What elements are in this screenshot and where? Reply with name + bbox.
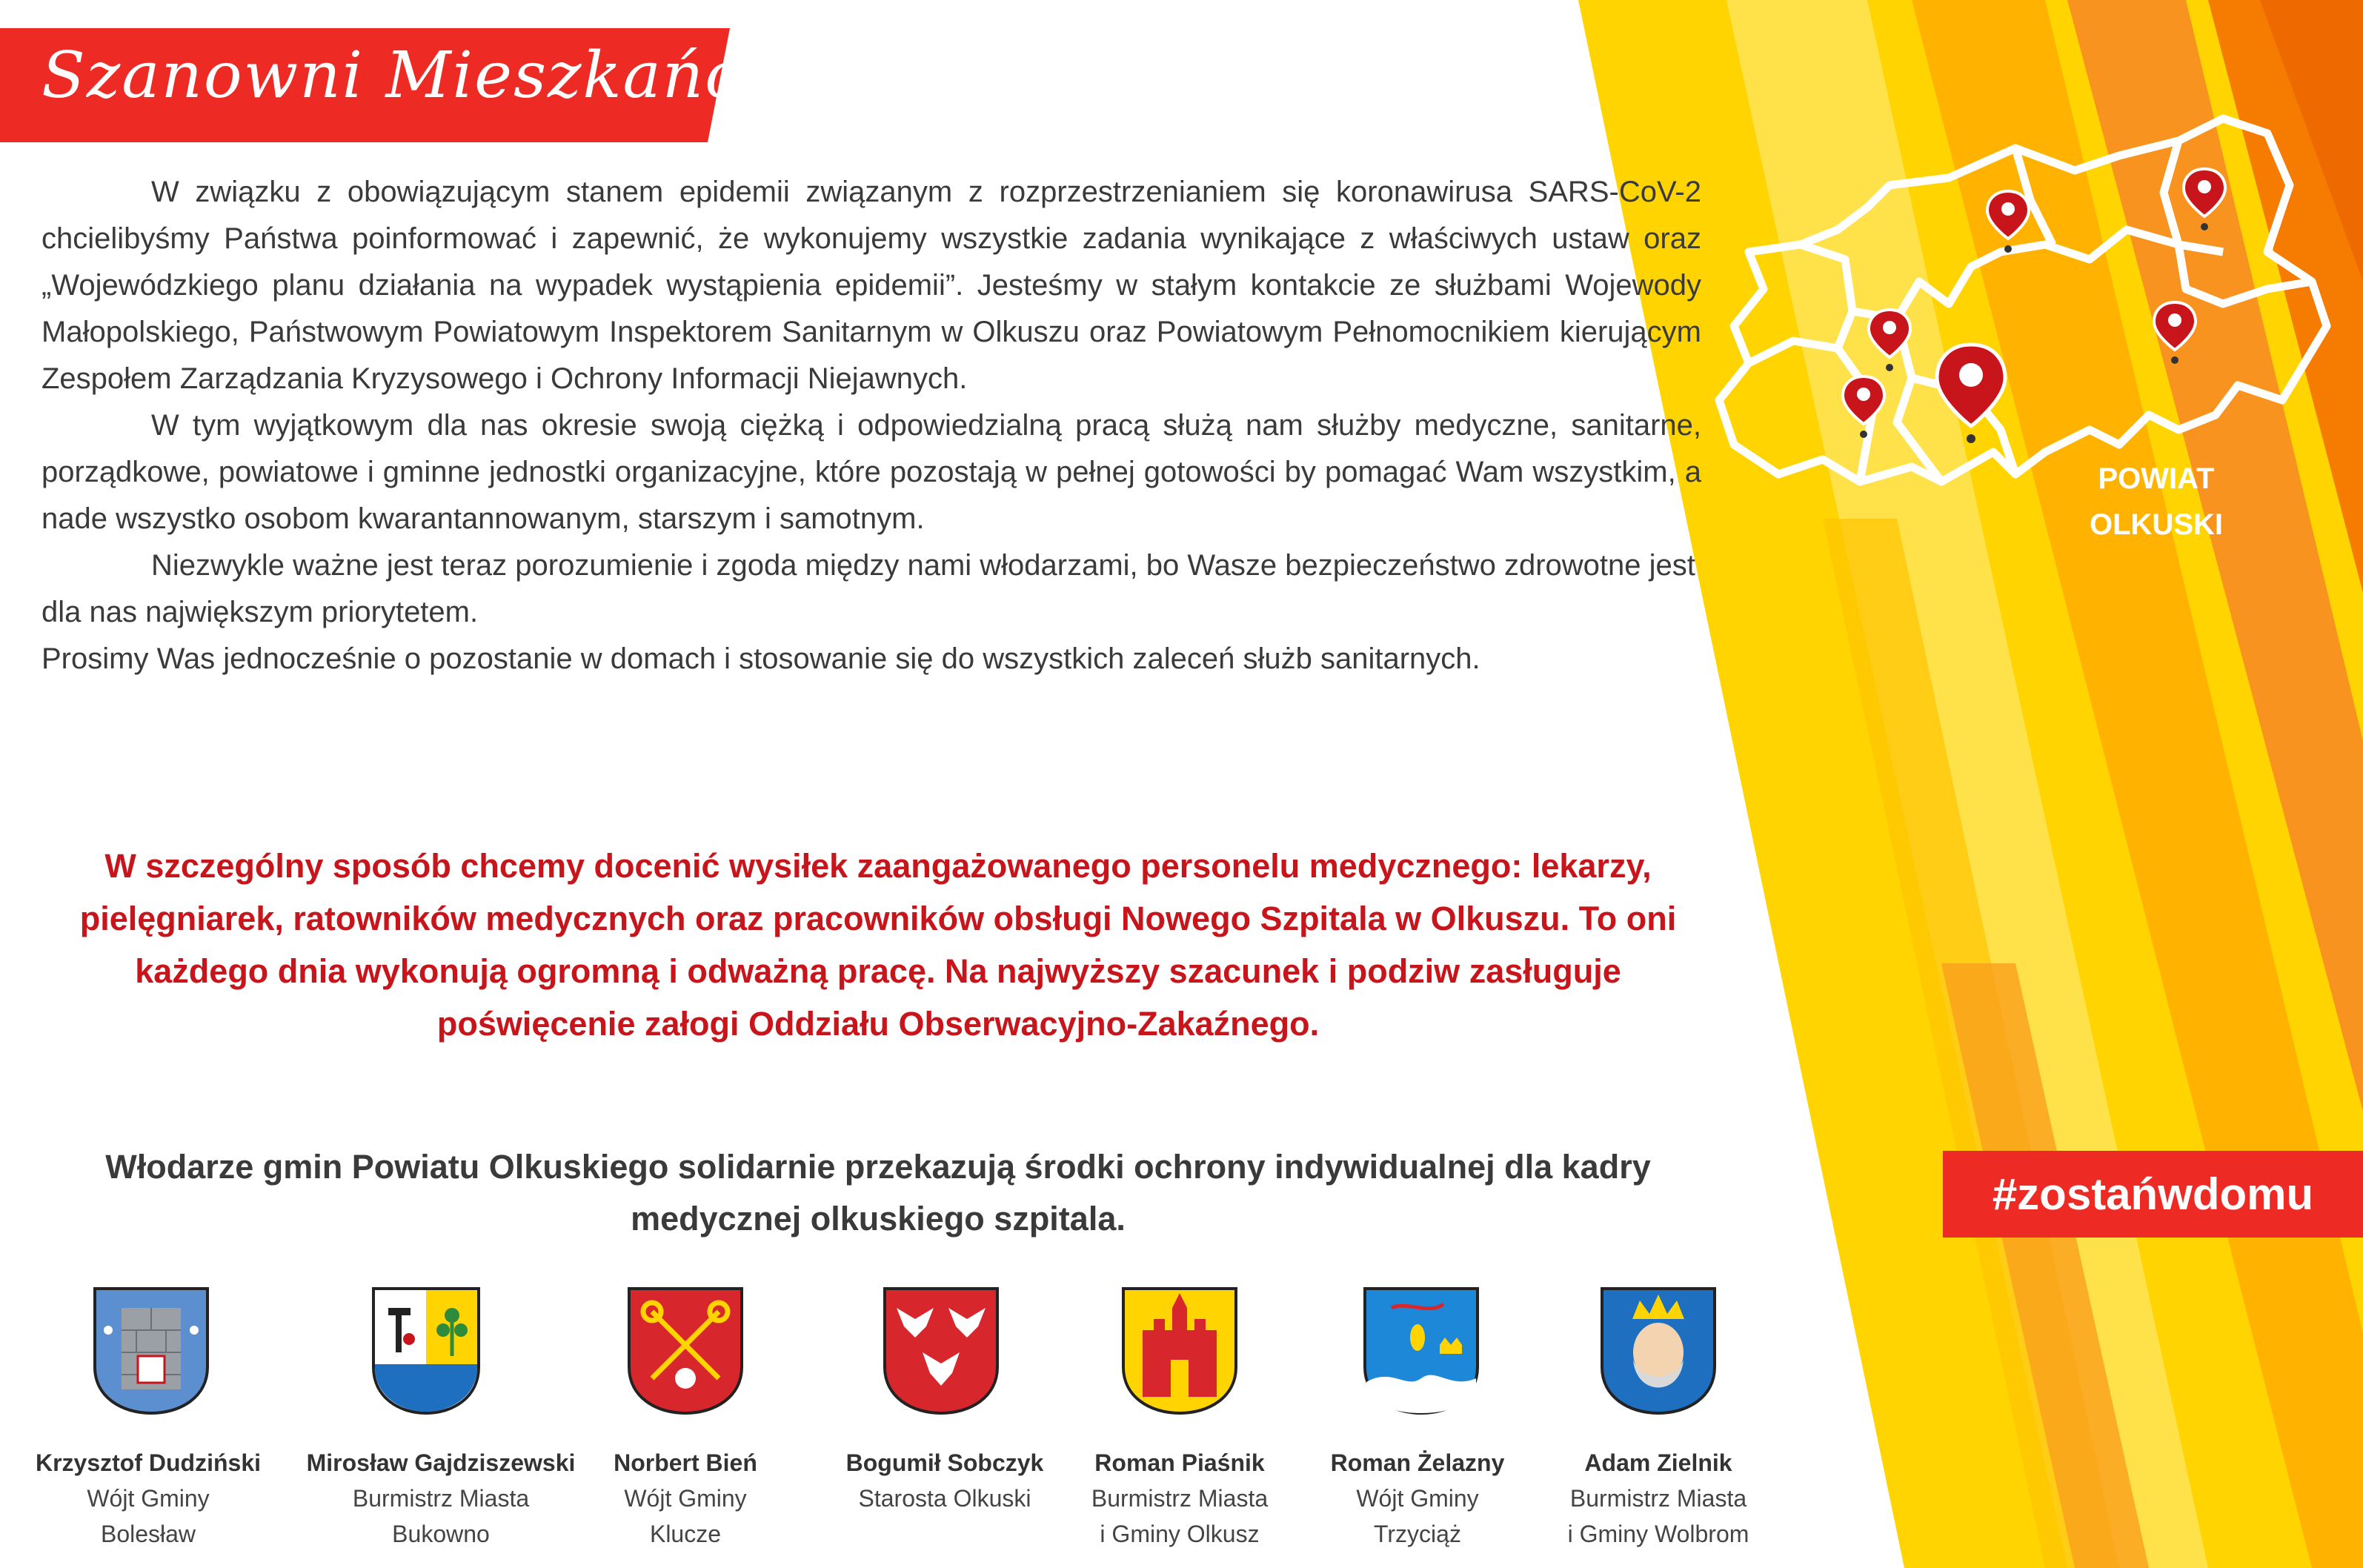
letter-body [41,169,1701,682]
paragraph-4: Prosimy Was jednocześnie o pozostanie w domach i stosowanie się do wszystkich zaleceń służb sanitarnych. [41,642,1480,675]
hashtag-badge: #zostańwdomu [1943,1151,2363,1238]
official-name: Krzysztof Dudziński [35,1449,262,1476]
official-name: Mirosław Gajdziszewski [306,1449,576,1476]
official-3 [552,1445,819,1552]
paragraph-1: W związku z obowiązującym stanem epidemii związanym z rozprzestrzenianiem się koronawirusa SARS-CoV-2 chcielibyśmy Państwa poinformować i zapewnić, że wykonujemy wszystkie zadania wynikające z właściwych ustaw oraz „Wojewódzkiego planu działania na wypadek wystąpienia epidemii”. Jesteśmy w stałym kontakcie ze służbami Wojewody Małopolskiego, Państwowym Powiatowym Inspektorem Sanitarnym w Olkuszu oraz Powiatowym Pełnomocnikiem kierującym Zespołem Zarządzania Kryzysowego i Ochrony Informacji Niejawnych. [41,176,1701,395]
paragraph-2: W tym wyjątkowym dla nas okresie swoją ciężką i odpowiedzialną pracą służą nam służby medyczne, sanitarne, porządkowe, powiatowe i gminne jednostki organizacyjne, które pozostają w pełnej gotowości by pomagać Wam wszystkim, a nade wszystko osobom kwarantannowanym, starszym i samotnym. [41,409,1701,535]
official-role: Wójt Gminy [1356,1485,1479,1512]
paragraph-3: Niezwykle ważne jest teraz porozumienie i zgoda między nami włodarzami, bo Wasze bezpieczeństwo zdrowotne jest dla nas największym priorytetem. [41,549,1695,628]
official-7 [1525,1445,1792,1552]
official-role: Starosta Olkuski [858,1485,1031,1512]
highlight-red: W szczególny sposób chcemy docenić wysiłek zaangażowanego personelu medycznego: lekarzy, pielęgniarek, ratowników medycznych oraz pracowników obsługi Nowego Szpitala w Olkuszu. To oni każdego dnia wykonują ogromną i odważną pracę. Na najwyższy szacunek i podziw zasługuje poświęcenie załogi Oddziału Obserwacyjno-Zakaźnego. [79,847,1677,1043]
official-name: Adam Zielnik [1584,1449,1732,1476]
crest-olkusz-icon [1120,1286,1239,1416]
crest-bukowno-icon [370,1286,482,1416]
crest-boleslaw-icon [92,1286,210,1416]
map-pin-icon [1843,376,1884,438]
page-title: Szanowni Mieszkańcy! [41,39,807,113]
map-pin-icon [2184,169,2225,230]
map-pin-icon [1987,191,2029,253]
official-6 [1284,1445,1551,1552]
official-role: Burmistrz Miasta [1091,1485,1269,1512]
official-4 [811,1445,1078,1516]
map-pin-icon [2154,302,2196,364]
official-role: Wójt Gminy [87,1485,210,1512]
official-name: Bogumił Sobczyk [845,1449,1044,1476]
map-label-line1: POWIAT [2098,462,2215,495]
official-name: Norbert Bień [614,1449,757,1476]
official-role: Bolesław [100,1521,196,1547]
highlight-dark: Włodarze gmin Powiatu Olkuskiego solidarnie przekazują środki ochrony indywidualnej dla kadry medycznej olkuskiego szpitala. [105,1148,1651,1238]
official-role: Klucze [649,1521,722,1547]
map-label [2060,456,2253,548]
crest-trzyciaz-icon [1362,1286,1480,1416]
map-label-line2: OLKUSKI [2090,508,2223,541]
crest-wolbrom-icon [1599,1286,1718,1416]
crest-klucze-icon [626,1286,745,1416]
official-2 [300,1445,582,1552]
official-1 [15,1445,282,1552]
official-5 [1046,1445,1313,1552]
official-role: Wójt Gminy [624,1485,747,1512]
crest-powiat-icon [882,1286,1000,1416]
official-role: Burmistrz Miasta [352,1485,530,1512]
official-role: Trzyciąż [1374,1521,1461,1547]
official-name: Roman Żelazny [1330,1449,1505,1476]
official-role: Bukowno [392,1521,490,1547]
official-role: i Gminy Wolbrom [1567,1521,1749,1547]
official-name: Roman Piaśnik [1094,1449,1265,1476]
official-role: Burmistrz Miasta [1569,1485,1747,1512]
official-role: i Gminy Olkusz [1100,1521,1260,1547]
